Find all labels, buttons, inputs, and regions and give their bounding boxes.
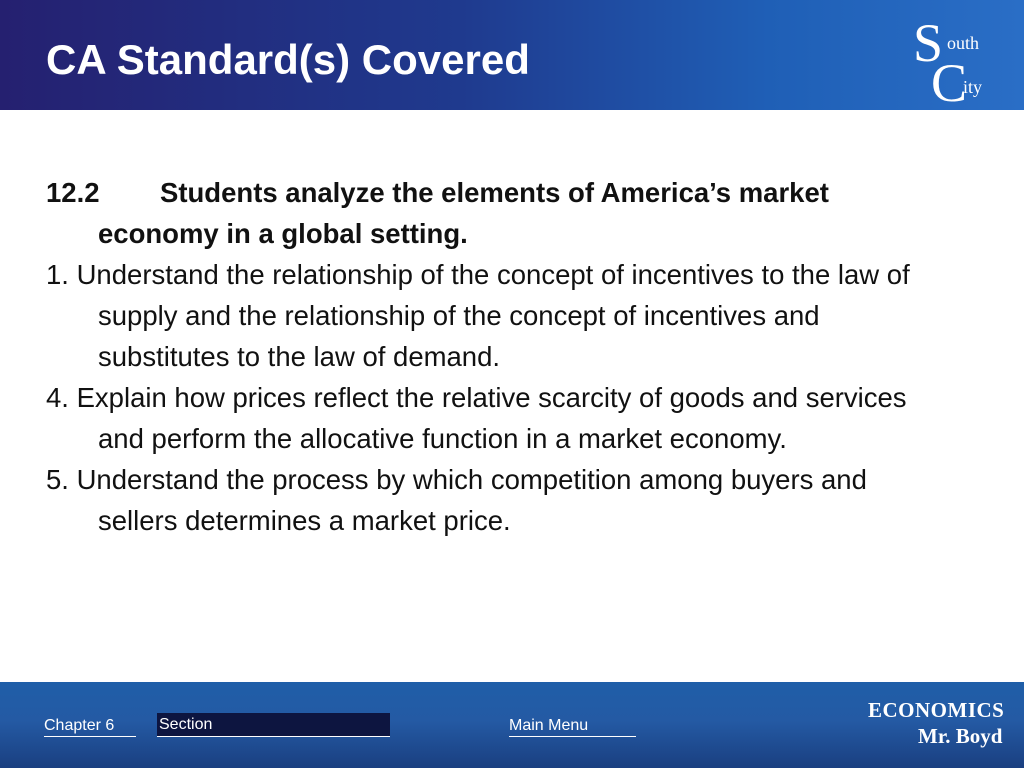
- standard-number: 12.2: [46, 177, 100, 208]
- standard-text: Students analyze the elements of America’s market economy in a global setting.: [98, 177, 829, 249]
- standard-item-5: 5. Understand the process by which competition among buyers and sellers determines a market price.: [46, 464, 867, 536]
- main-menu-link[interactable]: Main Menu: [509, 716, 636, 737]
- south-city-logo: [905, 13, 1015, 113]
- logo-s-letter: S: [913, 13, 944, 73]
- standard-item-1: 1. Understand the relationship of the concept of incentives to the law of supply and the relationship of the concept of incentives and substitutes to the law of demand.: [46, 259, 910, 372]
- standard-item-4: 4. Explain how prices reflect the relative scarcity of goods and services and perform the allocative function in a market economy.: [46, 382, 907, 454]
- standard-heading: [46, 172, 946, 254]
- teacher-label: Mr. Boyd: [918, 724, 1003, 748]
- economics-label: ECONOMICS: [868, 698, 1005, 722]
- chapter-link[interactable]: Chapter 6: [44, 716, 136, 737]
- logo-outh-text: outh: [947, 33, 980, 53]
- section-button[interactable]: Section: [157, 713, 390, 737]
- slide-footer: [0, 682, 1024, 768]
- slide-body: [46, 172, 946, 541]
- slide-title: CA Standard(s) Covered: [46, 36, 530, 83]
- slide-header: [0, 0, 1024, 113]
- logo-ity-text: ity: [963, 77, 983, 97]
- logo-c-letter: C: [931, 53, 968, 113]
